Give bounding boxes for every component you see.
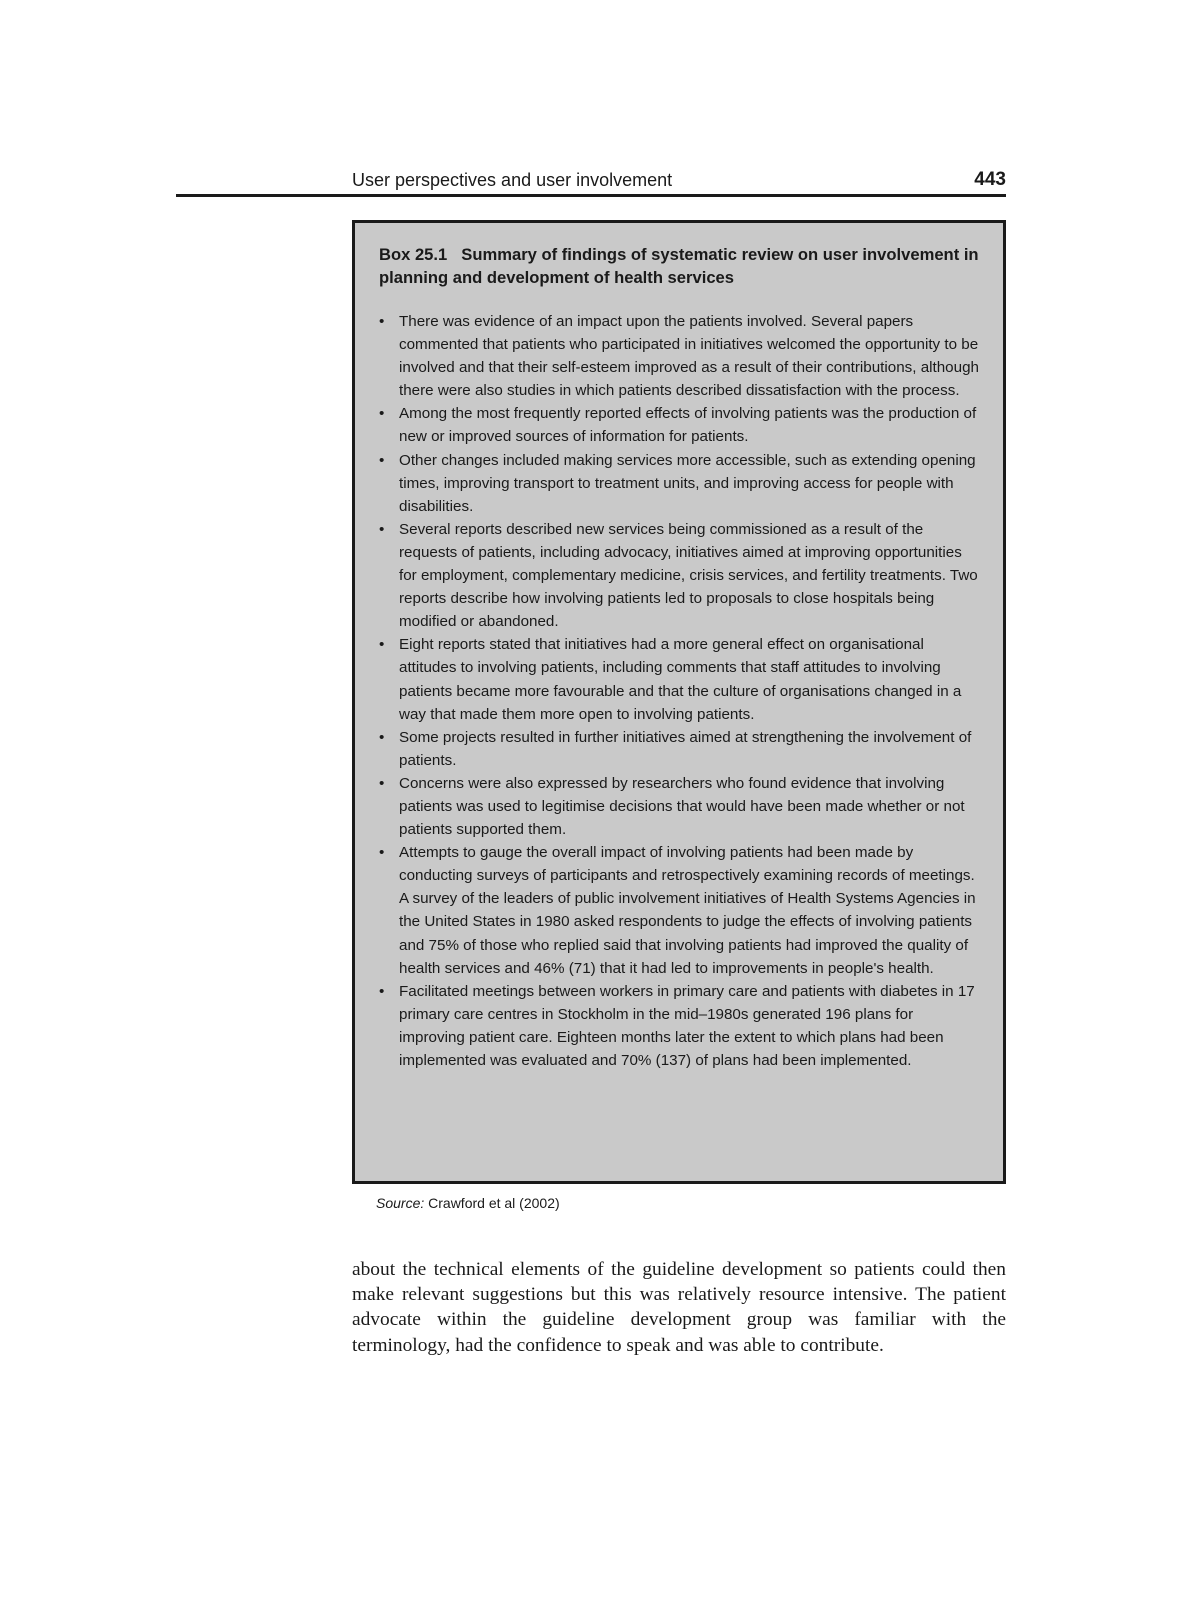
finding-item: • There was evidence of an impact upon the patients involved. Several papers commented that patients who participated in initiatives welcomed the opportunity to be involved and that their self-esteem improved as a result of their contributions, although there were also studies in which patients described dissatisfaction with the process.	[379, 310, 983, 402]
source-citation	[376, 1193, 560, 1213]
finding-item: • Eight reports stated that initiatives had a more general effect on organisational attitudes to involving patients, including comments that staff attitudes to involving patients became more favourable and that the culture of organisations changed in a way that made them more open to involving patients.	[379, 633, 983, 725]
finding-item: • Some projects resulted in further initiatives aimed at strengthening the involvement of patients.	[379, 726, 983, 772]
source-label: Source:	[376, 1195, 425, 1211]
summary-box	[352, 220, 1006, 1184]
finding-item: • Concerns were also expressed by researchers who found evidence that involving patients was used to legitimise decisions that would have been made whether or not patients supported them.	[379, 772, 983, 841]
running-head-title: User perspectives and user involvement	[352, 170, 673, 190]
running-head	[352, 168, 1006, 192]
body-paragraph: about the technical elements of the guideline development so patients could then make relevant suggestions but this was relatively resource intensive. The patient advocate within the guideline development group was familiar with the terminology, had the confidence to speak and was able to contribute.	[352, 1259, 1006, 1356]
box-title	[379, 243, 983, 289]
finding-item: • Attempts to gauge the overall impact of involving patients had been made by conducting surveys of participants and retrospectively examining records of meetings. A survey of the leaders of public involvement initiatives of Health Systems Agencies in the United States in 1980 asked respondents to judge the effects of involving patients and 75% of those who replied said that involving patients had improved the quality of health services and 46% (71) that it had led to improvements in people's health.	[379, 841, 983, 980]
finding-item: • Other changes included making services more accessible, such as extending opening times, improving transport to treatment units, and improving access for people with disabilities.	[379, 449, 983, 518]
finding-item: • Among the most frequently reported effects of involving patients was the production of new or improved sources of information for patients.	[379, 402, 983, 448]
finding-item: • Facilitated meetings between workers in primary care and patients with diabetes in 17 primary care centres in Stockholm in the mid–1980s generated 196 plans for improving patient care. Eighteen months later the extent to which plans had been implemented was evaluated and 70% (137) of plans had been implemented.	[379, 980, 983, 1072]
source-text: Crawford et al (2002)	[428, 1195, 560, 1211]
page-number: 443	[974, 169, 1006, 190]
box-label: Box 25.1	[379, 245, 448, 264]
header-rule	[176, 194, 1006, 197]
finding-item: • Several reports described new services being commissioned as a result of the requests of patients, including advocacy, initiatives aimed at improving opportunities for employment, complementary medicine, crisis services, and fertility treatments. Two reports describe how involving patients led to proposals to close hospitals being modified or abandoned.	[379, 518, 983, 633]
box-heading: Summary of findings of systematic review on user involvement in planning and development of health services	[379, 245, 979, 287]
findings-list	[379, 310, 983, 1072]
